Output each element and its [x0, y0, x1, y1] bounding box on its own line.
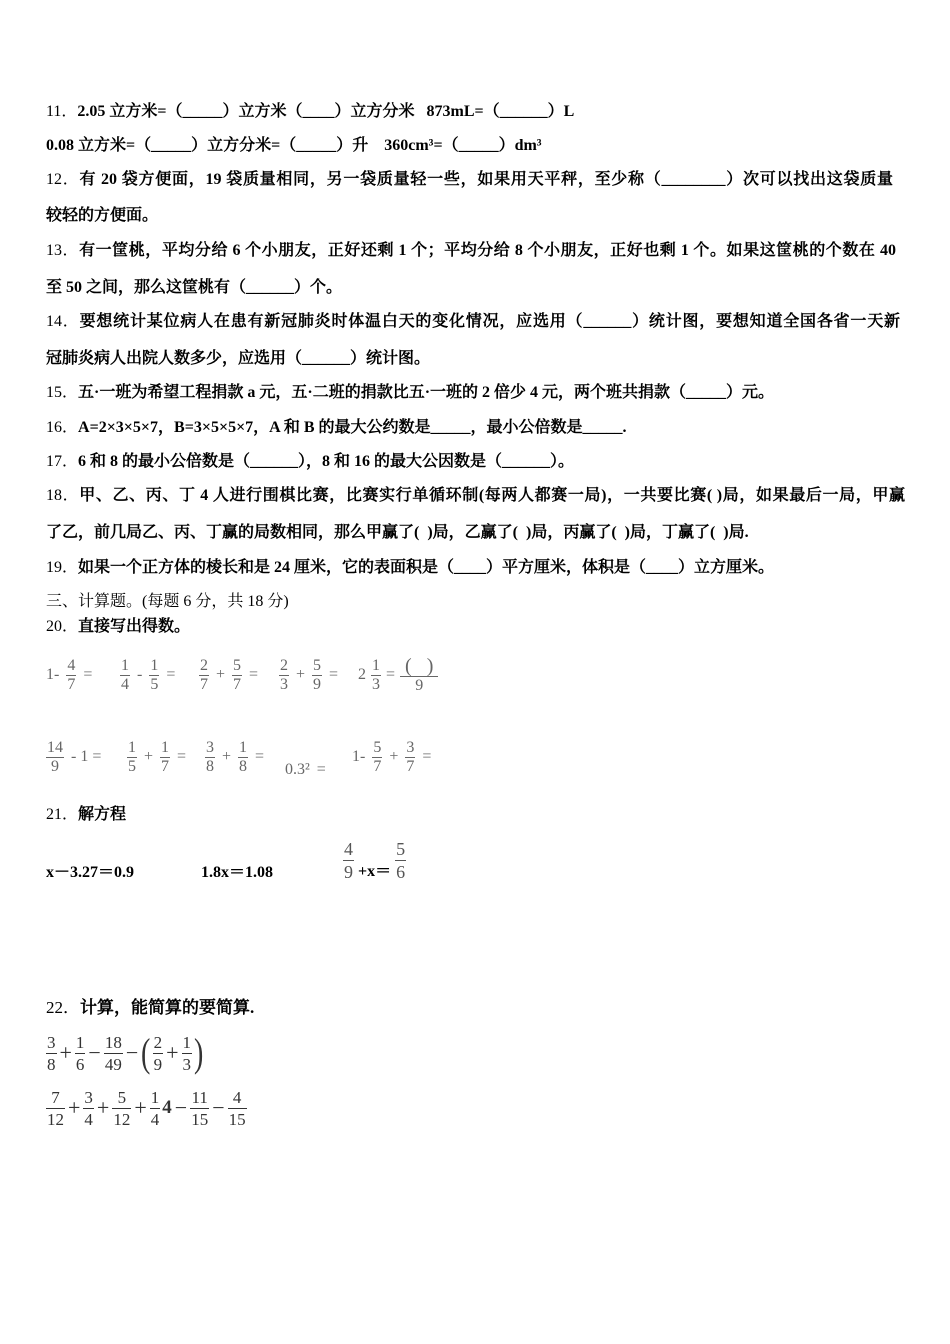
- fraction-numerator: 1: [182, 1032, 192, 1052]
- fraction-numerator: 2: [153, 1032, 163, 1052]
- q16-line-1: [46, 417, 627, 439]
- fraction: [371, 657, 381, 694]
- fraction-denominator: 7: [67, 675, 76, 693]
- math-text: 4: [162, 1097, 172, 1118]
- fraction: [127, 739, 137, 776]
- math-text: −: [212, 1095, 225, 1120]
- fraction-denominator: 8: [239, 757, 248, 775]
- fraction: [400, 656, 438, 695]
- q20-row2-expr3: [205, 737, 264, 777]
- q11-line-2: [46, 135, 542, 157]
- q20-row1-expr2: [120, 655, 175, 695]
- question-text: 五·一班为希望工程捐款 a 元，五·二班的捐款比五·一班的 2 倍少 4 元，两个班共捐款（_____）元。: [78, 384, 775, 401]
- fraction-numerator: 14: [47, 738, 63, 756]
- question-text: 至 50 之间，那么这筐桃有（______）个。: [46, 279, 343, 296]
- fraction-numerator: 5: [233, 656, 242, 674]
- math-text: +x＝: [358, 863, 392, 880]
- math-text: =: [83, 666, 93, 683]
- fraction-denominator: 3: [372, 675, 380, 693]
- fraction-numerator: 1: [150, 656, 159, 674]
- fraction: [372, 739, 382, 776]
- fraction-numerator: 4: [344, 839, 353, 859]
- fraction-numerator: 7: [46, 1087, 65, 1109]
- fraction-numerator: 3: [47, 1032, 56, 1052]
- question-text: 计算，能简算的要简算.: [80, 998, 255, 1017]
- fraction-numerator: 5: [313, 656, 322, 674]
- q17-line-1: [46, 451, 574, 473]
- math-text: −: [88, 1040, 101, 1065]
- math-text: +: [216, 666, 226, 683]
- q14-line-1: [46, 311, 900, 333]
- math-text: +: [166, 1040, 179, 1065]
- fraction-denominator: 12: [113, 1109, 131, 1129]
- math-text: =: [316, 761, 326, 778]
- fraction-numerator: 3: [406, 738, 415, 756]
- fraction-denominator: 49: [104, 1054, 122, 1074]
- math-text: −: [125, 1040, 139, 1065]
- fraction-numerator: 1: [121, 656, 129, 674]
- fraction-numerator: 1: [75, 1032, 85, 1052]
- fraction: [228, 1087, 247, 1130]
- q11-line-1: [46, 101, 574, 123]
- math-text: +: [96, 1095, 110, 1120]
- question-text: 直接写出得数。: [78, 618, 191, 635]
- q21-equation-1: [46, 862, 134, 884]
- fraction: [395, 838, 406, 883]
- question-text: 冠肺炎病人出院人数多少，应选用（______）统计图。: [46, 350, 431, 367]
- fraction-numerator: 2: [280, 656, 288, 674]
- fraction: [46, 1087, 65, 1130]
- question-number: 19．: [46, 559, 79, 576]
- section-heading: [46, 591, 289, 613]
- fraction-denominator: 8: [47, 1054, 56, 1074]
- q19-line-1: [46, 557, 774, 579]
- math-text: +: [68, 1095, 81, 1120]
- q13-line-2: [46, 277, 342, 299]
- fraction-denominator: 9: [344, 862, 353, 882]
- math-text: - 1 =: [71, 748, 102, 765]
- fraction-denominator: 8: [206, 757, 214, 775]
- question-text: 解方程: [78, 806, 127, 823]
- fraction-denominator: 9: [313, 675, 322, 693]
- fraction: [405, 739, 415, 776]
- q15-line-1: [46, 382, 774, 404]
- fraction-numerator: 1: [161, 738, 170, 756]
- fraction-denominator: 4: [84, 1109, 93, 1129]
- q14-line-2: [46, 348, 430, 370]
- math-text: =: [386, 666, 396, 683]
- fraction: [205, 739, 215, 776]
- fraction-denominator: 3: [182, 1054, 192, 1074]
- fraction-numerator: 1: [150, 1087, 160, 1107]
- math-text: -: [137, 666, 143, 683]
- question-number: 15．: [46, 384, 79, 401]
- q20-row2-expr2: [127, 737, 186, 777]
- q20-row1-expr1: [46, 655, 92, 695]
- q20-title: [46, 616, 190, 638]
- fraction: [182, 1032, 193, 1075]
- fraction-denominator: 12: [47, 1109, 64, 1129]
- math-text: 2: [358, 666, 366, 683]
- math-text: ): [194, 1030, 204, 1075]
- fraction: [343, 838, 354, 883]
- fraction-denominator: 15: [228, 1109, 246, 1129]
- fraction-denominator: 7: [200, 675, 208, 693]
- math-text: 1-: [352, 748, 366, 765]
- fraction: [66, 657, 76, 694]
- q21-equation-2: [201, 862, 273, 884]
- fraction-numerator: 1: [372, 656, 380, 674]
- fraction-numerator: 18: [104, 1032, 122, 1052]
- fraction-denominator: 5: [128, 757, 136, 775]
- fraction: [83, 1087, 94, 1130]
- question-text: 甲、乙、丙、丁 4 人进行围棋比赛，比赛实行单循环制(每两人都赛一局)，一共要比赛( )局，如果最后一局，甲赢: [79, 487, 905, 504]
- question-text: 要想统计某位病人在患有新冠肺炎时体温白天的变化情况，应选用（______）统计图，要想知道全国各省一天新: [79, 313, 900, 330]
- fraction-denominator: 6: [396, 862, 406, 882]
- question-text: 6 和 8 的最小公倍数是（______），8 和 16 的最大公因数是（______）。: [78, 453, 575, 470]
- q20-row1-expr4: [279, 655, 338, 695]
- fraction-numerator: 5: [112, 1087, 131, 1109]
- fraction-numerator: 11: [191, 1087, 208, 1107]
- fraction-numerator: 4: [67, 656, 76, 674]
- q20-row2-expr4: [285, 759, 326, 781]
- fraction-denominator: 6: [75, 1054, 85, 1074]
- q18-line-1: [46, 485, 905, 507]
- q22-expression-2: [46, 1083, 247, 1133]
- fraction-denominator: 3: [280, 675, 288, 693]
- question-number: 13．: [46, 242, 80, 259]
- question-text: 较轻的方便面。: [46, 207, 159, 224]
- q12-line-1: [46, 169, 893, 191]
- math-text: =: [255, 748, 265, 765]
- math-text: =: [249, 666, 259, 683]
- fraction: [149, 657, 159, 694]
- question-number: 18．: [46, 487, 80, 504]
- question-text: 有 20 袋方便面，19 袋质量相同，另一袋质量轻一些，如果用天平秤，至少称（________）次可以找出这袋质量: [79, 171, 893, 188]
- fraction: [46, 739, 64, 776]
- fraction-numerator: 3: [206, 738, 214, 756]
- q13-line-1: [46, 240, 896, 262]
- fraction-denominator: 7: [373, 757, 382, 775]
- fraction-numerator: 1: [239, 738, 248, 756]
- q20-row1-expr5: [358, 655, 438, 695]
- fraction-denominator: 9: [153, 1054, 163, 1074]
- fraction-denominator: 9: [51, 757, 59, 775]
- math-text: (: [141, 1030, 151, 1075]
- question-text: 了乙，前几局乙、丙、丁赢的局数相同，那么甲赢了( )局，乙赢了( )局，丙赢了( )局，丁赢了( )局.: [46, 524, 749, 541]
- fraction-denominator: 4: [121, 675, 129, 693]
- math-text: −: [174, 1095, 188, 1120]
- question-text: 0.08 立方米=（_____）立方分米=（_____）升 360cm³=（_____）dm³: [46, 137, 542, 154]
- fraction: [153, 1032, 164, 1075]
- fraction: [279, 657, 289, 694]
- question-number: 12．: [46, 171, 80, 188]
- math-text: +: [134, 1095, 147, 1120]
- fraction-numerator: 5: [373, 738, 382, 756]
- fraction: [238, 739, 248, 776]
- math-text: =: [422, 748, 432, 765]
- fraction-numerator: 2: [200, 656, 208, 674]
- math-text: +: [296, 666, 306, 683]
- question-text: 如果一个正方体的棱长和是 24 厘米，它的表面积是（____）平方厘米，体积是（____）立方厘米。: [78, 559, 775, 576]
- math-text: +: [389, 748, 399, 765]
- math-text: +: [144, 748, 154, 765]
- question-number: 20．: [46, 618, 79, 635]
- question-number: 17．: [46, 453, 79, 470]
- fraction: [46, 1032, 57, 1075]
- question-text: 有一筐桃，平均分给 6 个小朋友，正好还剩 1 个；平均分给 8 个小朋友，正好也剩 1 个。如果这筐桃的个数在 40: [79, 242, 896, 259]
- fraction: [190, 1087, 209, 1130]
- question-number: 22．: [46, 998, 80, 1017]
- fraction: [160, 739, 170, 776]
- fraction-denominator: 4: [150, 1109, 160, 1129]
- section-heading-text: 三、计算题。(每题 6 分，共 18 分): [46, 593, 289, 610]
- fraction-denominator: 7: [233, 675, 242, 693]
- fraction-numerator: 5: [396, 839, 406, 859]
- fraction-numerator: 3: [84, 1087, 93, 1107]
- fraction-numerator: ( ): [400, 656, 438, 677]
- q20-row2-expr5: [352, 737, 431, 777]
- question-number: 21．: [46, 806, 79, 823]
- q18-line-2: [46, 522, 749, 544]
- question-number: 16．: [46, 419, 79, 436]
- fraction: [112, 1087, 131, 1130]
- question-number: 14．: [46, 313, 80, 330]
- q21-title: [46, 804, 126, 826]
- math-text: =: [166, 666, 176, 683]
- q20-row2-expr1: [46, 737, 101, 777]
- fraction: [120, 657, 130, 694]
- math-text: =: [177, 748, 187, 765]
- fraction: [232, 657, 242, 694]
- q21-equation-3: [343, 837, 406, 883]
- fraction-denominator: 7: [406, 757, 415, 775]
- math-text: +: [59, 1040, 72, 1065]
- fraction-denominator: 5: [150, 675, 159, 693]
- math-text: 0.3²: [285, 761, 310, 778]
- q20-row1-expr3: [199, 655, 258, 695]
- fraction-denominator: 9: [415, 676, 424, 694]
- fraction-denominator: 15: [191, 1109, 209, 1129]
- q22-title: [46, 997, 254, 1019]
- fraction-numerator: 1: [128, 738, 136, 756]
- question-text: 2.05 立方米=（_____）立方米（____）立方分米 873mL=（______）L: [77, 103, 575, 120]
- question-number: 11．: [46, 103, 78, 120]
- fraction: [150, 1087, 161, 1130]
- fraction: [312, 657, 322, 694]
- fraction-numerator: 4: [228, 1087, 247, 1109]
- q22-expression-1: [46, 1028, 203, 1078]
- fraction: [104, 1032, 123, 1075]
- fraction: [199, 657, 209, 694]
- fraction: [75, 1032, 86, 1075]
- q12-line-2: [46, 205, 158, 227]
- math-text: +: [222, 748, 232, 765]
- math-text: 1.8x＝1.08: [201, 864, 274, 881]
- math-text: x－3.27＝0.9: [46, 864, 135, 881]
- math-text: 1-: [46, 666, 60, 683]
- question-text: A=2×3×5×7，B=3×5×5×7，A 和 B 的最大公约数是_____，最小公倍数是_____.: [78, 419, 627, 436]
- fraction-denominator: 7: [161, 757, 170, 775]
- math-text: =: [329, 666, 339, 683]
